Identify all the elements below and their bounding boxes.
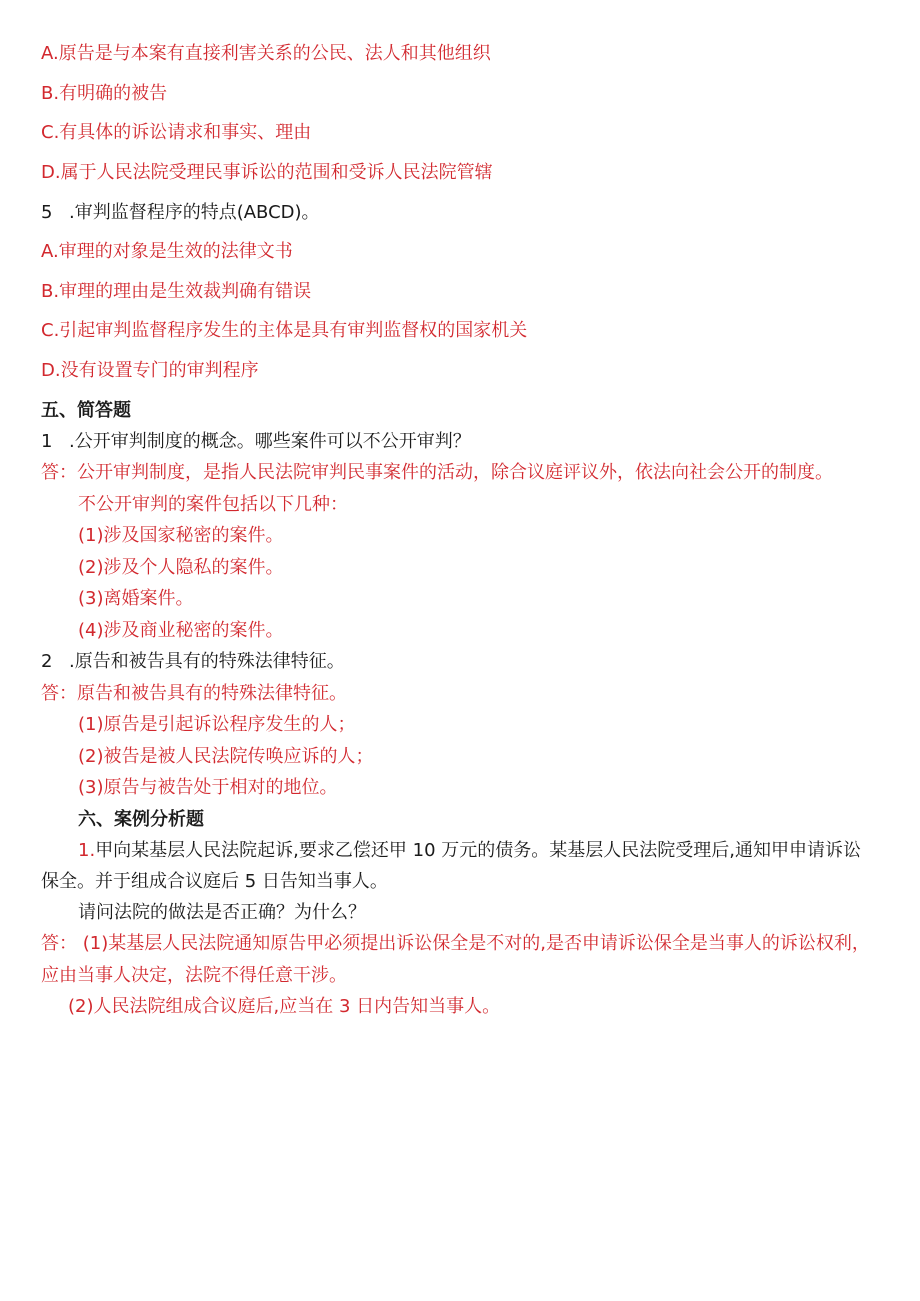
s6-answer-line-3: (2)人民法院组成合议庭后,应当在 3 日内告知当事人。 [68, 996, 501, 1017]
s6-case-line-1 [78, 839, 861, 863]
s5-q1-item-3: (3)离婚案件。 [78, 588, 194, 609]
s5-q2-item-2: (2)被告是被人民法院传唤应诉的人； [78, 746, 374, 767]
q5-option-c: C.引起审判监督程序发生的主体是具有审判监督权的国家机关 [41, 320, 528, 341]
q4-option-c: C.有具体的诉讼请求和事实、理由 [41, 122, 312, 143]
q4-option-b: B.有明确的被告 [41, 83, 168, 104]
section5-heading: 五、简答题 [41, 400, 131, 421]
q5-option-d: D.没有设置专门的审判程序 [41, 360, 259, 381]
s6-case-number: 1. [78, 840, 96, 861]
q5-text: .审判监督程序的特点(ABCD)。 [69, 202, 320, 223]
s5-q1-item-1: (1)涉及国家秘密的案件。 [78, 525, 284, 546]
s5-q2-item-1: (1)原告是引起诉讼程序发生的人； [78, 714, 356, 735]
q5-option-b: B.审理的理由是生效裁判确有错误 [41, 281, 312, 302]
s5-q2-text: .原告和被告具有的特殊法律特征。 [69, 651, 345, 672]
s5-q1-item-4: (4)涉及商业秘密的案件。 [78, 620, 284, 641]
s6-question: 请问法院的做法是否正确？为什么？ [78, 902, 366, 923]
q5-number: 5 [41, 202, 53, 223]
s5-q2-question [41, 650, 345, 674]
s5-q2-number: 2 [41, 651, 53, 672]
s6-case-line-2: 保全。并于组成合议庭后 5 日告知当事人。 [41, 871, 388, 892]
q5-option-a: A.审理的对象是生效的法律文书 [41, 241, 293, 262]
section6-heading: 六、案例分析题 [78, 809, 204, 830]
q4-option-a: A.原告是与本案有直接利害关系的公民、法人和其他组织 [41, 43, 491, 64]
s5-q2-item-3: (3)原告与被告处于相对的地位。 [78, 777, 338, 798]
s5-q1-intro: 不公开审判的案件包括以下几种： [78, 494, 348, 515]
s6-answer-line-2: 应由当事人决定，法院不得任意干涉。 [41, 965, 347, 986]
q5-question [41, 201, 320, 225]
s5-q2-answer: 答：原告和被告具有的特殊法律特征。 [41, 683, 347, 704]
s5-q1-number: 1 [41, 431, 53, 452]
s6-answer-line-1: 答： (1)某基层人民法院通知原告甲必须提出诉讼保全是不对的,是否申请诉讼保全是当事人的诉讼权利， [41, 933, 870, 954]
s5-q1-text: .公开审判制度的概念。哪些案件可以不公开审判？ [69, 431, 471, 452]
s6-case-text-1: 甲向某基层人民法院起诉,要求乙偿还甲 10 万元的债务。某基层人民法院受理后,通知甲申请诉讼 [95, 840, 861, 861]
q4-option-d: D.属于人民法院受理民事诉讼的范围和受诉人民法院管辖 [41, 162, 493, 183]
s5-q1-question [41, 430, 471, 454]
s5-q1-item-2: (2)涉及个人隐私的案件。 [78, 557, 284, 578]
s5-q1-answer: 答：公开审判制度，是指人民法院审判民事案件的活动，除合议庭评议外，依法向社会公开的制度。 [41, 462, 833, 483]
